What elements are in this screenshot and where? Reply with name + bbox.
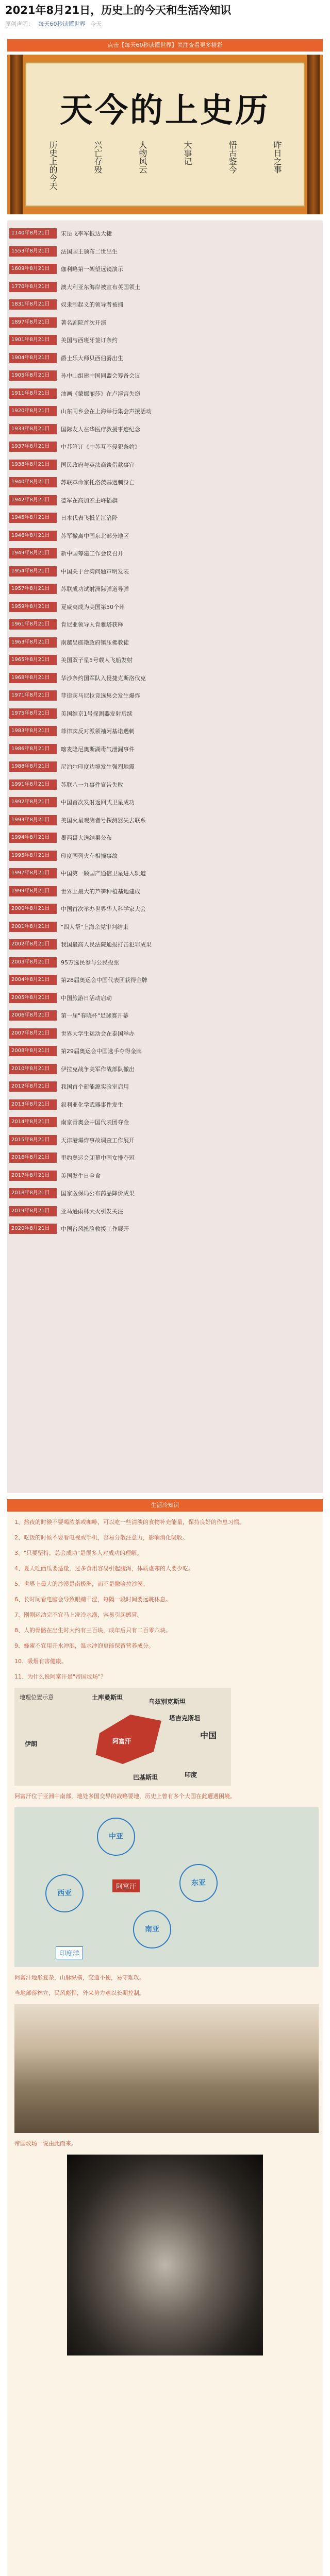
scroll-title: 天今的上史历 xyxy=(60,91,270,130)
history-scroll-image xyxy=(7,55,323,214)
event-date: 1933年8月21日 xyxy=(9,424,57,434)
knowledge-item: 6、长时间看电脑会导致眼睛干涩，每隔一段时间要远眺休息。 xyxy=(14,1596,171,1603)
event-date: 2013年8月21日 xyxy=(9,1099,57,1110)
event-text: 日本代表飞抵芷江洽降 xyxy=(61,515,118,522)
knowledge-section xyxy=(7,1499,323,2576)
event-text: 新中国筹建工作会议召开 xyxy=(61,550,123,557)
event-row xyxy=(7,1078,323,1096)
follow-banner[interactable]: 点击【每天60秒读懂世界】关注查看更多精彩 xyxy=(7,39,323,52)
event-date: 1897年8月21日 xyxy=(9,317,57,328)
event-row xyxy=(7,225,323,243)
map-label: 乌兹别克斯坦 xyxy=(148,1698,186,1705)
scroll-col: 人物风云 xyxy=(138,141,147,174)
event-text: 孙中山组建中国同盟会筹备会议 xyxy=(61,372,140,380)
event-text: 油画《蒙娜丽莎》在卢浮宫失窃 xyxy=(61,390,140,397)
event-date: 1971年8月21日 xyxy=(9,690,57,701)
event-date: 2000年8月21日 xyxy=(9,904,57,914)
event-date: 1957年8月21日 xyxy=(9,584,57,594)
event-date: 2014年8月21日 xyxy=(9,1117,57,1127)
event-row xyxy=(7,989,323,1007)
region-node: 东亚 xyxy=(179,1864,218,1902)
knowledge-item: 3、"只要坚持，总会成功"是很多人对成功的理解。 xyxy=(14,1550,143,1556)
event-date: 2017年8月21日 xyxy=(9,1171,57,1181)
event-date: 2018年8月21日 xyxy=(9,1188,57,1198)
event-date: 1988年8月21日 xyxy=(9,761,57,772)
center-label: 阿富汗 xyxy=(112,1879,140,1892)
event-row xyxy=(7,492,323,510)
event-date: 1609年8月21日 xyxy=(9,264,57,274)
knowledge-items xyxy=(14,1518,316,1682)
event-text: 世界上最大的芦笋种植基地建成 xyxy=(61,888,140,895)
event-text: 著名剧院首次开演 xyxy=(61,319,106,326)
event-text: 国民政府与英法商谈借款事宜 xyxy=(61,461,135,468)
knowledge-body: 阿富汗位于亚洲中南部，地处多国交界的战略要地，历史上曾有多个大国在此遭遇困境。 xyxy=(14,1793,236,1800)
scroll-rod-left xyxy=(10,55,23,214)
event-text: 德军在高加索主峰插旗 xyxy=(61,497,118,504)
event-text: 美国双子星5号载人飞船发射 xyxy=(61,657,133,664)
event-date: 2016年8月21日 xyxy=(9,1153,57,1163)
event-text: 中国首次发射返回式卫星成功 xyxy=(61,799,135,806)
event-text: 南京青奥会中国代表团夺金 xyxy=(61,1119,129,1126)
event-text: "四人帮"上海余党审判结束 xyxy=(61,923,129,930)
region-node: 南亚 xyxy=(133,1910,171,1948)
event-text: 95万选民参与公民投票 xyxy=(61,959,119,966)
event-text: 夏威夷成为美国第50个州 xyxy=(61,603,125,611)
event-row xyxy=(7,278,323,296)
event-text: 法国国王颁布二世出生 xyxy=(61,248,118,255)
event-date: 1905年8月21日 xyxy=(9,370,57,381)
event-row xyxy=(7,811,323,829)
event-date: 1901年8月21日 xyxy=(9,335,57,345)
event-row xyxy=(7,331,323,349)
sea-label: 印度洋 xyxy=(56,1946,83,1959)
knowledge-item: 5、世界上最大的沙漠是南极洲，而不是撒哈拉沙漠。 xyxy=(14,1581,148,1587)
event-text: 伽利略第一架望远镜演示 xyxy=(61,266,123,273)
event-date: 1995年8月21日 xyxy=(9,851,57,861)
event-date: 1993年8月21日 xyxy=(9,815,57,825)
event-row xyxy=(7,580,323,598)
event-text: 宋岳飞率军抵达大捷 xyxy=(61,230,112,238)
event-date: 2005年8月21日 xyxy=(9,993,57,1003)
event-date: 1553年8月21日 xyxy=(9,246,57,257)
event-row xyxy=(7,367,323,385)
map-label: 阿富汗 xyxy=(112,1738,131,1745)
event-row xyxy=(7,598,323,616)
event-row xyxy=(7,1149,323,1167)
mountain-photo xyxy=(14,2004,319,2133)
event-date: 2010年8月21日 xyxy=(9,1064,57,1074)
event-row xyxy=(7,1167,323,1185)
event-date: 1945年8月21日 xyxy=(9,513,57,523)
knowledge-header: 生活冷知识 xyxy=(7,1499,323,1512)
scroll-col: 兴亡存殁 xyxy=(93,141,103,174)
event-date: 2007年8月21日 xyxy=(9,1028,57,1039)
article-meta xyxy=(0,20,330,29)
knowledge-body: 阿富汗地形复杂，山脉纵横，交通不便，易守难攻。 xyxy=(14,1974,145,1981)
event-date: 1940年8月21日 xyxy=(9,477,57,487)
event-row xyxy=(7,296,323,314)
meta-time: 今天 xyxy=(90,21,102,27)
event-text: 华沙条约国军队入侵捷克斯洛伐克 xyxy=(61,674,146,682)
event-row xyxy=(7,847,323,865)
event-row xyxy=(7,1025,323,1043)
event-row xyxy=(7,473,323,492)
event-row xyxy=(7,1007,323,1025)
event-text: 中国台风抢险救援工作展开 xyxy=(61,1226,129,1233)
event-text: 里约奥运会闭幕中国女排夺冠 xyxy=(61,1155,135,1162)
event-date: 1963年8月21日 xyxy=(9,637,57,648)
event-text: 美国维京1号探测器发射后续 xyxy=(61,710,133,717)
map-label: 中国 xyxy=(200,1731,217,1740)
event-date: 2006年8月21日 xyxy=(9,1010,57,1021)
region-node: 中亚 xyxy=(97,1818,135,1856)
region-node: 西亚 xyxy=(45,1874,84,1912)
event-date: 2001年8月21日 xyxy=(9,922,57,932)
article-title: 2021年8月21日，历史上的今天和生活冷知识 xyxy=(5,4,232,16)
account-link[interactable]: 每天60秒读懂世界 xyxy=(38,21,86,27)
event-row xyxy=(7,509,323,527)
knowledge-item: 10、吸烟有害健康。 xyxy=(14,1658,67,1665)
event-row xyxy=(7,260,323,278)
event-text: 美国与西班牙签订条约 xyxy=(61,337,118,344)
event-date: 1942年8月21日 xyxy=(9,495,57,505)
event-text: 国家医保局公布药品降价成果 xyxy=(61,1190,135,1197)
event-text: 天津港爆炸事故调查工作展开 xyxy=(61,1137,135,1144)
afghanistan-map xyxy=(14,1688,231,1786)
knowledge-item: 4、夏天吃西瓜要适量，过多食用容易引起腹泻，体质虚寒的人要少吃。 xyxy=(14,1565,194,1572)
event-date: 1937年8月21日 xyxy=(9,442,57,452)
event-date: 1999年8月21日 xyxy=(9,886,57,896)
event-row xyxy=(7,634,323,652)
event-row xyxy=(7,900,323,918)
event-date: 1994年8月21日 xyxy=(9,833,57,843)
knowledge-item: 1、熬夜的时候不要喝浓茶或咖啡，可以吃一些清淡的食物补充能量，保持良好的作息习惯。 xyxy=(14,1519,245,1526)
event-text: 菲律宾反对派领袖阿基诺遇刺 xyxy=(61,728,135,735)
event-text: 墨西哥大选结果公布 xyxy=(61,835,112,842)
event-text: 叙利亚化学武器事件发生 xyxy=(61,1101,123,1108)
event-text: 中国旅游日活动启动 xyxy=(61,994,112,1002)
event-text: 美国发生日全食 xyxy=(61,1172,101,1179)
event-date: 1961年8月21日 xyxy=(9,619,57,630)
event-row xyxy=(7,722,323,740)
event-text: 南越吴庭艳政府镇压佛教徒 xyxy=(61,639,129,646)
scroll-col: 昨日之事 xyxy=(272,141,282,174)
event-text: 亚马逊雨林大火引发关注 xyxy=(61,1208,123,1215)
event-row xyxy=(7,438,323,456)
event-text: 爵士乐大师贝西伯爵出生 xyxy=(61,354,123,362)
event-text: 美国火星观测者号探测器失去联系 xyxy=(61,817,146,824)
event-date: 1954年8月21日 xyxy=(9,566,57,577)
meta-prefix: 原创声明： xyxy=(5,21,34,27)
event-row xyxy=(7,420,323,438)
map-label: 巴基斯坦 xyxy=(133,1774,158,1781)
event-text: 苏军撤离中国东北部分地区 xyxy=(61,532,129,539)
event-date: 1946年8月21日 xyxy=(9,531,57,541)
event-row xyxy=(7,1131,323,1149)
event-date: 2015年8月21日 xyxy=(9,1135,57,1145)
event-row xyxy=(7,865,323,883)
event-row xyxy=(7,1042,323,1060)
scroll-col: 悟古鉴今 xyxy=(227,141,237,174)
event-row xyxy=(7,402,323,420)
event-text: 国际友人在华医疗救援事迹纪念 xyxy=(61,426,140,433)
event-text: 尼泊尔印度边境发生强烈地震 xyxy=(61,764,135,771)
event-row xyxy=(7,776,323,794)
scroll-columns xyxy=(47,141,283,190)
event-row xyxy=(7,687,323,705)
knowledge-item: 2、吃饭的时候不要看电视或手机，容易分散注意力，影响消化吸收。 xyxy=(14,1534,188,1541)
event-date: 1949年8月21日 xyxy=(9,548,57,558)
event-row xyxy=(7,1096,323,1114)
event-row xyxy=(7,349,323,367)
event-text: 世界大学生运动会在泰国举办 xyxy=(61,1030,135,1037)
event-date: 1938年8月21日 xyxy=(9,460,57,470)
event-date: 2019年8月21日 xyxy=(9,1206,57,1216)
event-row xyxy=(7,385,323,403)
event-row xyxy=(7,563,323,581)
event-row xyxy=(7,883,323,901)
portrait-photo xyxy=(67,2155,263,2355)
event-date: 2003年8月21日 xyxy=(9,957,57,968)
knowledge-item: 7、刚刚运动完不宜马上洗冷水澡，容易引起感冒。 xyxy=(14,1612,143,1618)
event-row xyxy=(7,527,323,545)
event-date: 2002年8月21日 xyxy=(9,939,57,950)
map-label: 塔吉克斯坦 xyxy=(169,1715,201,1722)
event-text: 印度两列火车相撞事故 xyxy=(61,852,118,859)
event-date: 2004年8月21日 xyxy=(9,975,57,985)
event-row xyxy=(7,936,323,954)
event-row xyxy=(7,758,323,776)
event-text: 中国第一颗国产通信卫星进入轨道 xyxy=(61,870,146,877)
event-date: 2012年8月21日 xyxy=(9,1081,57,1092)
event-date: 1959年8月21日 xyxy=(9,602,57,612)
event-text: 伊拉克战争美军作战部队撤出 xyxy=(61,1065,135,1073)
scroll-col: 大事记 xyxy=(183,141,192,165)
event-row xyxy=(7,456,323,474)
event-text: 苏联成功试射洲际弹道导弹 xyxy=(61,586,129,593)
event-date: 1968年8月21日 xyxy=(9,673,57,683)
event-row xyxy=(7,1060,323,1078)
event-row xyxy=(7,314,323,332)
event-text: 山东同乡会在上海举行集会声援活动 xyxy=(61,408,152,415)
event-date: 1770年8月21日 xyxy=(9,282,57,292)
scroll-paper xyxy=(25,62,305,207)
map-caption: 地理位置示意 xyxy=(20,1694,54,1701)
event-date: 2008年8月21日 xyxy=(9,1046,57,1056)
event-text: 菲律宾马尼拉竞选集会发生爆炸 xyxy=(61,692,140,700)
event-row xyxy=(7,740,323,758)
scroll-rod-right xyxy=(307,55,320,214)
knowledge-body: 帝国坟场一说由此而来。 xyxy=(14,2140,77,2147)
event-text: 苏联革命家托洛茨基遇刺身亡 xyxy=(61,479,135,486)
event-text: 中国关于台湾问题声明发表 xyxy=(61,568,129,575)
event-text: 中国首次举办世界华人科学家大会 xyxy=(61,906,146,913)
knowledge-item: 8、人的骨骼在出生时大约有三百块，成年后只有二百零六块。 xyxy=(14,1627,171,1634)
event-text: 喀麦隆尼奥斯湖毒气泄漏事件 xyxy=(61,745,135,753)
scroll-col: 历史上的今天 xyxy=(48,141,58,190)
knowledge-item: 11、为什么说阿富汗是"帝国坟场"？ xyxy=(14,1673,107,1680)
event-row xyxy=(7,829,323,847)
event-row xyxy=(7,1202,323,1221)
event-row xyxy=(7,793,323,811)
event-text: 澳大利亚东海岸被宣布英国领土 xyxy=(61,283,140,291)
event-date: 1986年8月21日 xyxy=(9,744,57,754)
event-date: 1965年8月21日 xyxy=(9,655,57,665)
event-date: 1991年8月21日 xyxy=(9,779,57,790)
event-row xyxy=(7,954,323,972)
map-label: 伊朗 xyxy=(25,1740,38,1748)
event-date: 1975年8月21日 xyxy=(9,708,57,719)
event-date: 1997年8月21日 xyxy=(9,868,57,878)
event-row xyxy=(7,1113,323,1131)
event-date: 1831年8月21日 xyxy=(9,299,57,310)
event-row xyxy=(7,651,323,669)
events-list xyxy=(7,221,323,1493)
event-date: 1911年8月21日 xyxy=(9,388,57,399)
event-text: 奴隶制起义的领导者被捕 xyxy=(61,301,123,309)
event-date: 1904年8月21日 xyxy=(9,353,57,363)
event-row xyxy=(7,545,323,563)
event-date: 1140年8月21日 xyxy=(9,228,57,239)
event-text: 中苏签订《中苏互不侵犯条约》 xyxy=(61,444,140,451)
event-row xyxy=(7,243,323,261)
event-date: 1920年8月21日 xyxy=(9,406,57,416)
event-row xyxy=(7,1220,323,1238)
event-row xyxy=(7,616,323,634)
event-row xyxy=(7,705,323,723)
event-row xyxy=(7,971,323,989)
event-text: 肯尼亚领导人肯雅塔获释 xyxy=(61,621,123,629)
knowledge-item: 9、蜂蜜不宜用开水冲泡，温水冲泡更能保留营养成分。 xyxy=(14,1642,154,1649)
event-row xyxy=(7,918,323,936)
event-text: 我国最高人民法院通报打击犯罪成果 xyxy=(61,941,152,948)
region-map xyxy=(14,1807,319,1967)
map-label: 印度 xyxy=(185,1771,197,1778)
event-date: 1983年8月21日 xyxy=(9,726,57,736)
event-text: 第29届奥运会中国选手夺得金牌 xyxy=(61,1048,142,1055)
event-text: 我国首个新能源实验室启用 xyxy=(61,1083,129,1091)
event-text: 第28届奥运会中国代表团获得金牌 xyxy=(61,977,147,984)
event-date: 1992年8月21日 xyxy=(9,797,57,807)
event-text: 苏联八一九事件宣告失败 xyxy=(61,781,123,788)
event-date: 2020年8月21日 xyxy=(9,1224,57,1234)
knowledge-body: 当地部落林立，民风彪悍，外来势力难以长期控制。 xyxy=(14,1990,145,1996)
event-row xyxy=(7,669,323,687)
map-label: 土库曼斯坦 xyxy=(92,1694,123,1701)
event-text: 第一届"春晓杯"足球赛开幕 xyxy=(61,1012,129,1020)
event-row xyxy=(7,1184,323,1202)
